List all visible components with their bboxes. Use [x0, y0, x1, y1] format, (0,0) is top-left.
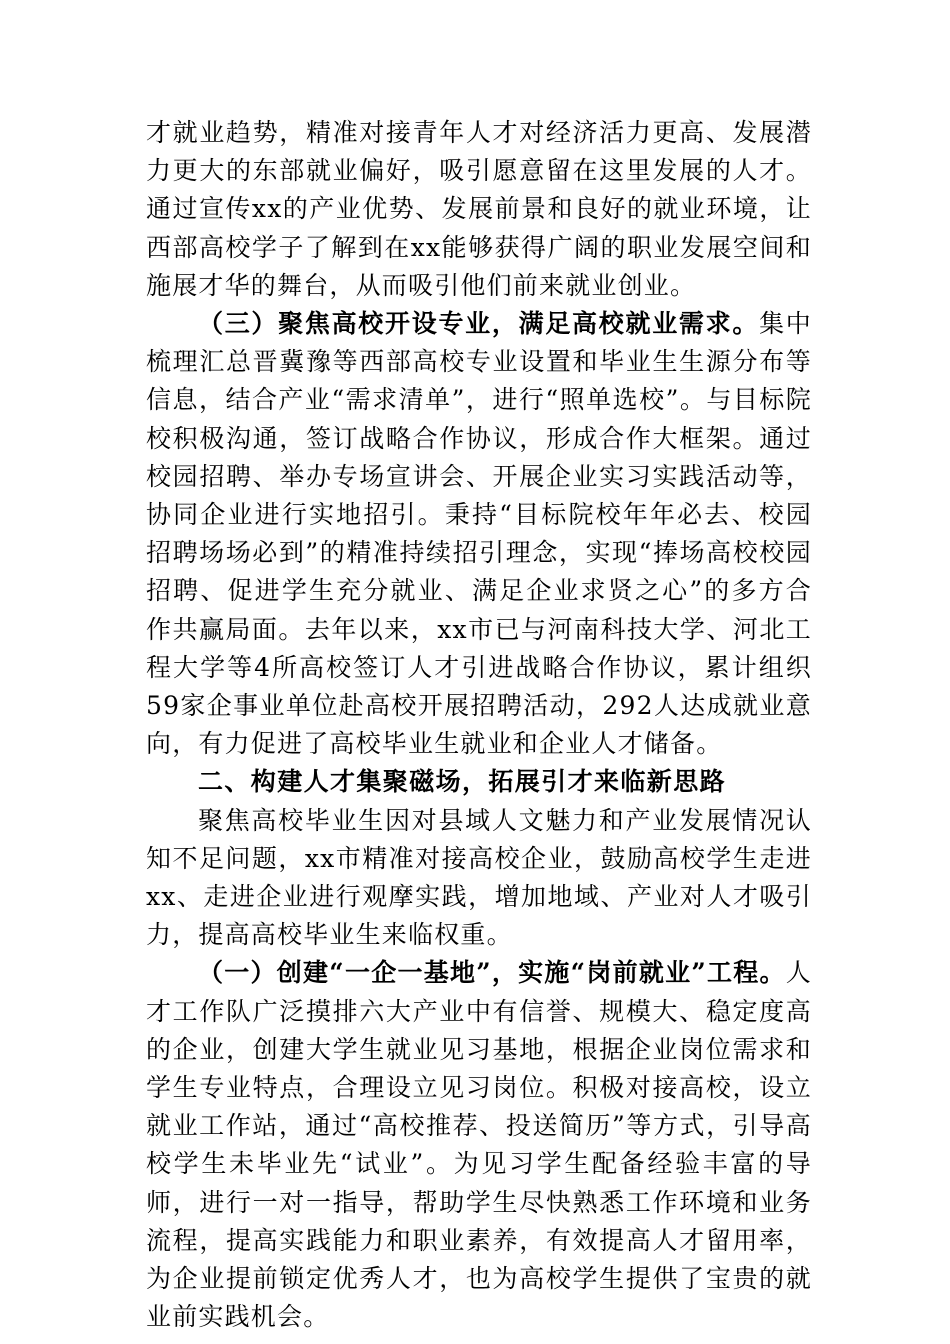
paragraph-enterprise-base-body: 人才工作队广泛摸排六大产业中有信誉、规模大、稳定度高的企业，创建大学生就业见习基地，根据企业岗位需求和学生专业特点，合理设立见习岗位。积极对接高校，设立就业工作站，通过“高校推荐、投送简历”等方式，引导高校学生未毕业先“试业”。为见习学生配备经验丰富的导师，进行一对一指导，帮助学生尽快熟悉工作环境和业务流程，提高实践能力和职业素养，有效提高人才留用率，为企业提前锁定优秀人才，也为高校学生提供了宝贵的就业前实践机会。: [146, 958, 812, 1332]
section-heading-talent-magnet: 二、构建人才集聚磁场，拓展引才来临新思路: [198, 767, 727, 797]
subheading-enterprise-base: （一）创建“一企一基地”，实施“岗前就业”工程。: [198, 958, 786, 988]
document-body: [146, 114, 812, 1337]
paragraph-section-intro: 聚焦高校毕业生因对县域人文魅力和产业发展情况认知不足问题，xx市精准对接高校企业，鼓励高校学生走进xx、走进企业进行观摩实践，增加地域、产业对人才吸引力，提高高校毕业生来临权重。: [146, 805, 812, 950]
subheading-university-majors: （三）聚焦高校开设专业，满足高校就业需求。: [198, 309, 760, 339]
paragraph-enterprise-base: [146, 954, 812, 1336]
paragraph-university-majors: [146, 305, 812, 763]
paragraph-university-majors-body: 集中梳理汇总晋冀豫等西部高校专业设置和毕业生生源分布等信息，结合产业“需求清单”，进行“照单选校”。与目标院校积极沟通，签订战略合作协议，形成合作大框架。通过校园招聘、举办专场宣讲会、开展企业实习实践活动等，协同企业进行实地招引。秉持“目标院校年年必去、校园招聘场场必到”的精准持续招引理念，实现“捧场高校校园招聘、促进学生充分就业、满足企业求贤之心”的多方合作共赢局面。去年以来，xx市已与河南科技大学、河北工程大学等4所高校签订人才引进战略合作协议，累计组织59家企事业单位赴高校开展招聘活动，292人达成就业意向，有力促进了高校毕业生就业和企业人才储备。: [146, 309, 812, 759]
paragraph-talent-trend: 才就业趋势，精准对接青年人才对经济活力更高、发展潜力更大的东部就业偏好，吸引愿意留在这里发展的人才。通过宣传xx的产业优势、发展前景和良好的就业环境，让西部高校学子了解到在xx能够获得广阔的职业发展空间和施展才华的舞台，从而吸引他们前来就业创业。: [146, 118, 812, 300]
